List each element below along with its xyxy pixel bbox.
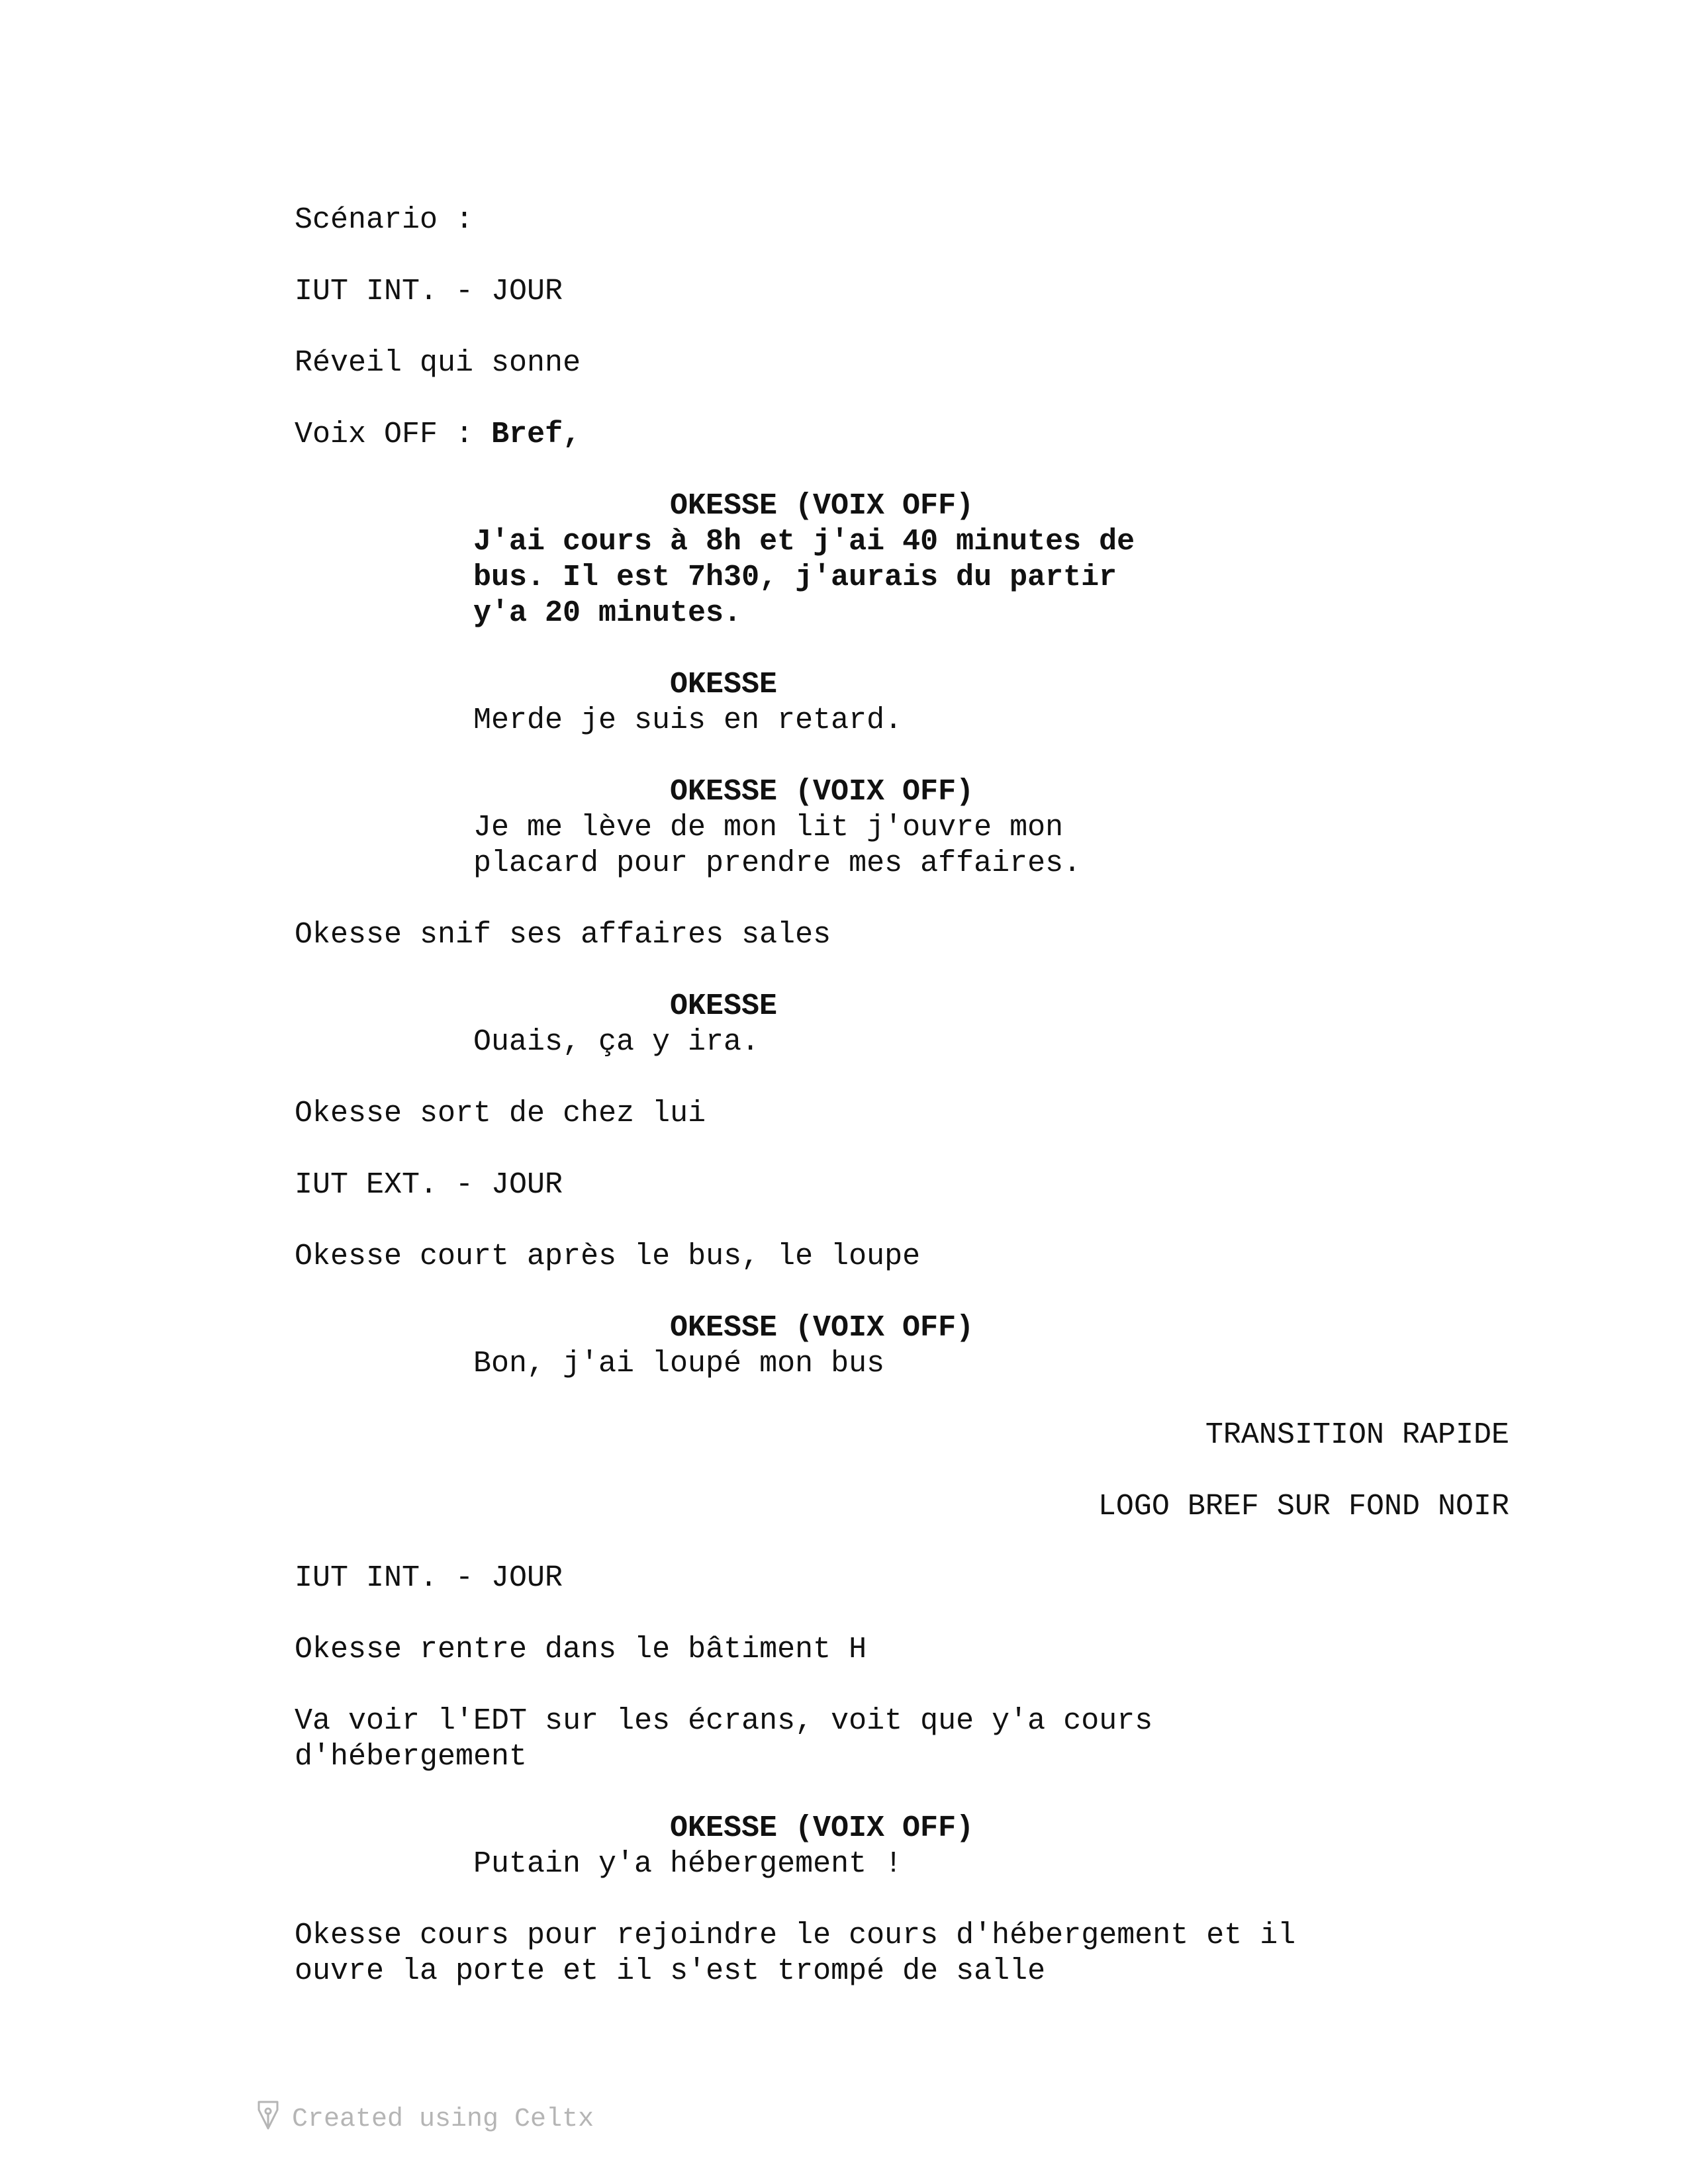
dialogue-line: placard pour prendre mes affaires. xyxy=(473,846,1082,880)
character-name: OKESSE (VOIX OFF) xyxy=(670,489,974,523)
action-line: Va voir l'EDT sur les écrans, voit que y'a cours xyxy=(295,1704,1153,1738)
dialogue-line: bus. Il est 7h30, j'aurais du partir xyxy=(473,561,1117,594)
character-name: OKESSE (VOIX OFF) xyxy=(670,775,974,809)
scene-heading: IUT INT. - JOUR xyxy=(295,1561,563,1595)
script-heading: Scénario : xyxy=(295,203,474,237)
voice-off-bold: Bref, xyxy=(491,418,581,451)
footer-text: Created using Celtx xyxy=(292,2104,594,2134)
action-line: Okesse sort de chez lui xyxy=(295,1097,706,1130)
action-line: Okesse court après le bus, le loupe xyxy=(295,1240,921,1273)
dialogue-line: Ouais, ça y ira. xyxy=(473,1025,760,1059)
pen-nib-icon xyxy=(255,2098,281,2141)
voice-off-label: Voix OFF : xyxy=(295,418,492,451)
voice-off-line xyxy=(295,417,581,453)
dialogue-line: Putain y'a hébergement ! xyxy=(473,1847,903,1881)
action-line: Okesse snif ses affaires sales xyxy=(295,918,831,952)
transition: LOGO BREF SUR FOND NOIR xyxy=(1098,1490,1509,1524)
action-line: Réveil qui sonne xyxy=(295,346,581,380)
character-name: OKESSE xyxy=(670,668,778,702)
character-name: OKESSE (VOIX OFF) xyxy=(670,1811,974,1845)
dialogue-line: Bon, j'ai loupé mon bus xyxy=(473,1347,885,1381)
action-line: ouvre la porte et il s'est trompé de salle xyxy=(295,1954,1046,1988)
action-line: d'hébergement xyxy=(295,1740,528,1774)
dialogue-line: y'a 20 minutes. xyxy=(473,596,742,630)
transition: TRANSITION RAPIDE xyxy=(1205,1418,1509,1452)
scene-heading: IUT INT. - JOUR xyxy=(295,275,563,308)
scene-heading: IUT EXT. - JOUR xyxy=(295,1168,563,1202)
dialogue-line: J'ai cours à 8h et j'ai 40 minutes de xyxy=(473,525,1135,559)
character-name: OKESSE (VOIX OFF) xyxy=(670,1311,974,1345)
action-line: Okesse cours pour rejoindre le cours d'hébergement et il xyxy=(295,1919,1296,1952)
dialogue-line: Je me lève de mon lit j'ouvre mon xyxy=(473,811,1064,844)
action-line: Okesse rentre dans le bâtiment H xyxy=(295,1633,867,1666)
character-name: OKESSE xyxy=(670,989,778,1023)
footer xyxy=(255,2099,594,2139)
dialogue-line: Merde je suis en retard. xyxy=(473,704,903,737)
